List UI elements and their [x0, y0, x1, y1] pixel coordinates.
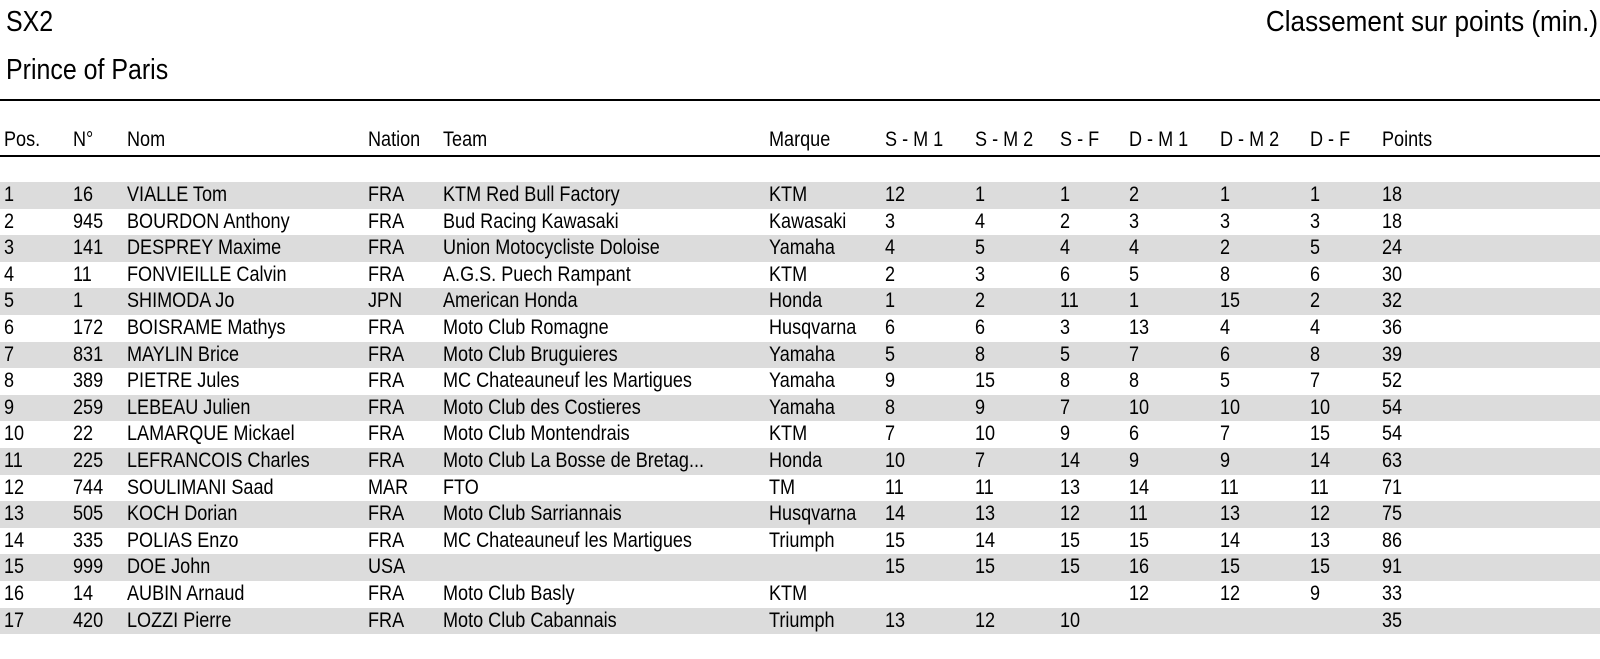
cell-s-f: 3	[1060, 315, 1071, 339]
cell-nation: MAR	[368, 475, 409, 499]
cell-number: 225	[73, 448, 104, 472]
cell-name: VIALLE Tom	[127, 183, 228, 206]
table-row	[0, 342, 1600, 369]
cell-nation: FRA	[368, 342, 405, 366]
cell-d-m2: 2	[1220, 236, 1231, 260]
cell-nation: FRA	[368, 608, 405, 632]
cell-name: SHIMODA Jo	[127, 289, 235, 313]
cell-s-m1: 7	[885, 422, 896, 446]
cell-s-m2: 4	[975, 209, 986, 233]
cell-pos: 9	[4, 395, 15, 419]
cell-team: Bud Racing Kawasaki	[443, 209, 619, 233]
cell-number: 831	[73, 342, 104, 366]
cell-d-m2: 9	[1220, 448, 1231, 472]
cell-s-m1: 13	[885, 608, 906, 632]
table-row	[0, 395, 1600, 422]
cell-d-m2: 6	[1220, 342, 1231, 366]
cell-d-m2: 15	[1220, 289, 1241, 313]
col-header-d-m1: D - M 1	[1129, 128, 1189, 151]
header-divider	[0, 155, 1600, 157]
cell-name: FONVIEILLE Calvin	[127, 262, 287, 286]
cell-s-f: 1	[1060, 183, 1071, 206]
cell-points: 54	[1382, 422, 1403, 446]
cell-s-m1: 15	[885, 528, 906, 552]
cell-s-m2: 7	[975, 448, 986, 472]
cell-name: LAMARQUE Mickael	[127, 422, 295, 446]
cell-d-m2: 7	[1220, 422, 1231, 446]
cell-team: Moto Club des Costieres	[443, 395, 641, 419]
cell-d-m1: 14	[1129, 475, 1150, 499]
cell-d-m2: 13	[1220, 502, 1241, 526]
cell-s-m2: 15	[975, 369, 996, 393]
table-row	[0, 421, 1600, 448]
table-row	[0, 262, 1600, 289]
cell-points: 39	[1382, 342, 1403, 366]
cell-s-f: 9	[1060, 422, 1071, 446]
cell-nation: FRA	[368, 236, 405, 260]
cell-s-m2: 10	[975, 422, 996, 446]
cell-s-m1: 12	[885, 183, 906, 206]
table-row	[0, 209, 1600, 236]
cell-nation: FRA	[368, 262, 405, 286]
cell-points: 86	[1382, 528, 1403, 552]
cell-s-m1: 8	[885, 395, 896, 419]
cell-brand: Kawasaki	[769, 209, 847, 233]
cell-name: DOE John	[127, 555, 211, 579]
cell-brand: Yamaha	[769, 236, 835, 260]
cell-s-m1: 3	[885, 209, 896, 233]
cell-d-m2: 14	[1220, 528, 1241, 552]
cell-s-m2: 8	[975, 342, 986, 366]
cell-d-m1: 7	[1129, 342, 1140, 366]
cell-number: 999	[73, 555, 104, 579]
cell-team: MC Chateauneuf les Martigues	[443, 369, 692, 393]
cell-s-f: 7	[1060, 395, 1071, 419]
cell-brand: Yamaha	[769, 342, 835, 366]
cell-team: Moto Club Romagne	[443, 315, 609, 339]
cell-team: American Honda	[443, 289, 578, 313]
cell-d-f: 15	[1310, 555, 1331, 579]
cell-brand: Husqvarna	[769, 315, 857, 339]
col-header-s-m1: S - M 1	[885, 128, 944, 151]
cell-d-m1: 2	[1129, 183, 1140, 206]
cell-team: Moto Club Montendrais	[443, 422, 630, 446]
cell-number: 335	[73, 528, 104, 552]
cell-pos: 4	[4, 262, 15, 286]
category-title	[6, 4, 61, 40]
cell-d-m1: 4	[1129, 236, 1140, 260]
cell-name: SOULIMANI Saad	[127, 475, 274, 499]
cell-d-m2: 11	[1220, 475, 1239, 499]
top-divider	[0, 99, 1600, 101]
cell-brand: Triumph	[769, 528, 835, 552]
cell-s-m2: 14	[975, 528, 996, 552]
cell-team: Moto Club Bruguieres	[443, 342, 618, 366]
cell-nation: FRA	[368, 369, 405, 393]
event-title	[6, 52, 195, 88]
cell-team: A.G.S. Puech Rampant	[443, 262, 631, 286]
cell-pos: 16	[4, 581, 25, 605]
cell-d-m2: 3	[1220, 209, 1231, 233]
cell-brand: Honda	[769, 289, 823, 313]
ranking-type-label: Classement sur points (min.)	[1265, 6, 1598, 38]
cell-name: DESPREY Maxime	[127, 236, 282, 260]
cell-s-m1: 15	[885, 555, 906, 579]
cell-d-m2: 12	[1220, 581, 1241, 605]
cell-number: 141	[73, 236, 104, 260]
cell-s-f: 15	[1060, 528, 1081, 552]
cell-nation: FRA	[368, 395, 405, 419]
cell-pos: 7	[4, 342, 15, 366]
col-header-team: Team	[443, 128, 488, 151]
cell-s-m1: 2	[885, 262, 896, 286]
cell-points: 71	[1382, 475, 1403, 499]
cell-number: 16	[73, 183, 94, 206]
table-row	[0, 448, 1600, 475]
cell-name: LEFRANCOIS Charles	[127, 448, 310, 472]
cell-number: 420	[73, 608, 104, 632]
cell-d-m1: 12	[1129, 581, 1150, 605]
cell-s-m2: 13	[975, 502, 996, 526]
cell-s-m1: 6	[885, 315, 896, 339]
cell-pos: 10	[4, 422, 25, 446]
cell-points: 30	[1382, 262, 1403, 286]
cell-d-f: 7	[1310, 369, 1321, 393]
cell-name: BOURDON Anthony	[127, 209, 290, 233]
cell-s-f: 2	[1060, 209, 1071, 233]
cell-s-m2: 12	[975, 608, 996, 632]
cell-pos: 17	[4, 608, 25, 632]
cell-name: LEBEAU Julien	[127, 395, 251, 419]
event-label: Prince of Paris	[6, 54, 169, 86]
table-row	[0, 368, 1600, 395]
cell-d-m1: 16	[1129, 555, 1150, 579]
cell-s-f: 6	[1060, 262, 1071, 286]
cell-s-m1: 9	[885, 369, 896, 393]
cell-nation: FRA	[368, 422, 405, 446]
cell-s-m1: 11	[885, 475, 904, 499]
cell-d-f: 9	[1310, 581, 1321, 605]
table-row	[0, 475, 1600, 502]
col-header-points: Points	[1382, 128, 1433, 151]
cell-team: Moto Club Basly	[443, 581, 575, 605]
cell-points: 32	[1382, 289, 1403, 313]
cell-number: 945	[73, 209, 104, 233]
cell-nation: FRA	[368, 528, 405, 552]
cell-s-m2: 5	[975, 236, 986, 260]
cell-d-m1: 15	[1129, 528, 1150, 552]
cell-points: 36	[1382, 315, 1403, 339]
cell-d-m1: 3	[1129, 209, 1140, 233]
cell-s-m1: 1	[885, 289, 896, 313]
cell-d-m1: 6	[1129, 422, 1140, 446]
cell-pos: 6	[4, 315, 15, 339]
cell-pos: 2	[4, 209, 15, 233]
cell-nation: FRA	[368, 581, 405, 605]
col-header-d-m2: D - M 2	[1220, 128, 1280, 151]
cell-s-m2: 6	[975, 315, 986, 339]
table-row	[0, 182, 1600, 209]
cell-brand: Honda	[769, 448, 823, 472]
cell-nation: USA	[368, 555, 406, 579]
cell-team: Moto Club La Bosse de Bretag...	[443, 448, 705, 472]
cell-s-m2: 1	[975, 183, 986, 206]
cell-name: KOCH Dorian	[127, 502, 238, 526]
cell-s-f: 10	[1060, 608, 1081, 632]
col-header-pos: Pos.	[4, 128, 41, 151]
cell-d-f: 6	[1310, 262, 1321, 286]
cell-d-m2: 1	[1220, 183, 1231, 206]
col-header-nation: Nation	[368, 128, 421, 151]
cell-d-m1: 13	[1129, 315, 1150, 339]
cell-number: 11	[73, 262, 92, 286]
cell-nation: FRA	[368, 502, 405, 526]
col-header-d-f: D - F	[1310, 128, 1351, 151]
table-header	[0, 126, 1600, 154]
cell-d-f: 12	[1310, 502, 1331, 526]
cell-s-m1: 14	[885, 502, 906, 526]
cell-brand: TM	[769, 475, 796, 499]
cell-nation: JPN	[368, 289, 403, 313]
cell-brand: Husqvarna	[769, 502, 857, 526]
cell-pos: 13	[4, 502, 25, 526]
cell-d-m2: 5	[1220, 369, 1231, 393]
cell-number: 505	[73, 502, 104, 526]
cell-number: 172	[73, 315, 104, 339]
col-header-brand: Marque	[769, 128, 831, 151]
cell-d-f: 10	[1310, 395, 1331, 419]
cell-team: Moto Club Sarriannais	[443, 502, 622, 526]
cell-points: 54	[1382, 395, 1403, 419]
cell-brand: Triumph	[769, 608, 835, 632]
cell-s-f: 11	[1060, 289, 1079, 313]
results-table-body	[0, 182, 1600, 634]
cell-d-f: 3	[1310, 209, 1321, 233]
table-row	[0, 315, 1600, 342]
cell-nation: FRA	[368, 183, 405, 206]
cell-points: 52	[1382, 369, 1403, 393]
cell-team: Moto Club Cabannais	[443, 608, 617, 632]
cell-points: 18	[1382, 183, 1403, 206]
col-header-s-m2: S - M 2	[975, 128, 1034, 151]
cell-team: FTO	[443, 475, 479, 499]
cell-number: 744	[73, 475, 104, 499]
category-label: SX2	[6, 6, 54, 38]
cell-name: POLIAS Enzo	[127, 528, 239, 552]
cell-points: 91	[1382, 555, 1403, 579]
cell-d-m2: 4	[1220, 315, 1231, 339]
cell-d-m2: 10	[1220, 395, 1241, 419]
cell-pos: 5	[4, 289, 15, 313]
cell-pos: 3	[4, 236, 15, 260]
cell-d-f: 13	[1310, 528, 1331, 552]
cell-number: 22	[73, 422, 94, 446]
cell-pos: 12	[4, 475, 25, 499]
cell-brand: KTM	[769, 262, 808, 286]
cell-d-m1: 5	[1129, 262, 1140, 286]
cell-brand: Yamaha	[769, 369, 835, 393]
cell-pos: 15	[4, 555, 25, 579]
cell-s-m2: 11	[975, 475, 994, 499]
cell-d-m1: 8	[1129, 369, 1140, 393]
cell-s-m2: 2	[975, 289, 986, 313]
cell-number: 259	[73, 395, 104, 419]
cell-pos: 1	[4, 183, 15, 206]
cell-d-m1: 1	[1129, 289, 1140, 313]
cell-s-f: 13	[1060, 475, 1081, 499]
cell-number: 389	[73, 369, 104, 393]
cell-d-m1: 9	[1129, 448, 1140, 472]
col-header-number: N°	[73, 128, 94, 151]
cell-number: 14	[73, 581, 94, 605]
cell-name: LOZZI Pierre	[127, 608, 232, 632]
cell-d-m1: 11	[1129, 502, 1148, 526]
col-header-s-f: S - F	[1060, 128, 1100, 151]
table-row	[0, 608, 1600, 635]
cell-s-m1: 10	[885, 448, 906, 472]
cell-name: BOISRAME Mathys	[127, 315, 286, 339]
cell-nation: FRA	[368, 209, 405, 233]
cell-name: PIETRE Jules	[127, 369, 240, 393]
cell-d-f: 15	[1310, 422, 1331, 446]
cell-d-f: 8	[1310, 342, 1321, 366]
cell-pos: 11	[4, 448, 23, 472]
cell-points: 75	[1382, 502, 1403, 526]
cell-d-f: 2	[1310, 289, 1321, 313]
cell-s-m2: 15	[975, 555, 996, 579]
cell-s-m1: 4	[885, 236, 896, 260]
cell-name: MAYLIN Brice	[127, 342, 240, 366]
cell-brand: KTM	[769, 581, 808, 605]
cell-d-m2: 8	[1220, 262, 1231, 286]
col-header-name: Nom	[127, 128, 166, 151]
cell-points: 63	[1382, 448, 1403, 472]
cell-d-f: 1	[1310, 183, 1321, 206]
cell-s-m1: 5	[885, 342, 896, 366]
table-row	[0, 581, 1600, 608]
cell-pos: 8	[4, 369, 15, 393]
cell-d-f: 4	[1310, 315, 1321, 339]
cell-team: MC Chateauneuf les Martigues	[443, 528, 692, 552]
cell-points: 33	[1382, 581, 1403, 605]
cell-brand: KTM	[769, 422, 808, 446]
cell-pos: 14	[4, 528, 25, 552]
cell-d-m2: 15	[1220, 555, 1241, 579]
table-row	[0, 288, 1600, 315]
cell-points: 35	[1382, 608, 1403, 632]
cell-name: AUBIN Arnaud	[127, 581, 245, 605]
table-row	[0, 235, 1600, 262]
cell-nation: FRA	[368, 448, 405, 472]
table-row	[0, 528, 1600, 555]
cell-nation: FRA	[368, 315, 405, 339]
cell-team: KTM Red Bull Factory	[443, 183, 620, 206]
cell-brand: KTM	[769, 183, 808, 206]
ranking-type-title	[1229, 4, 1598, 40]
cell-points: 18	[1382, 209, 1403, 233]
cell-s-f: 5	[1060, 342, 1071, 366]
cell-s-m2: 3	[975, 262, 986, 286]
cell-s-f: 15	[1060, 555, 1081, 579]
cell-s-f: 12	[1060, 502, 1081, 526]
cell-s-f: 8	[1060, 369, 1071, 393]
cell-d-f: 5	[1310, 236, 1321, 260]
cell-brand: Yamaha	[769, 395, 835, 419]
cell-s-f: 4	[1060, 236, 1071, 260]
table-row	[0, 554, 1600, 581]
cell-d-f: 11	[1310, 475, 1329, 499]
cell-team: Union Motocycliste Doloise	[443, 236, 660, 260]
cell-s-f: 14	[1060, 448, 1081, 472]
table-row	[0, 501, 1600, 528]
cell-points: 24	[1382, 236, 1403, 260]
cell-s-m2: 9	[975, 395, 986, 419]
cell-number: 1	[73, 289, 84, 313]
cell-d-f: 14	[1310, 448, 1331, 472]
cell-d-m1: 10	[1129, 395, 1150, 419]
